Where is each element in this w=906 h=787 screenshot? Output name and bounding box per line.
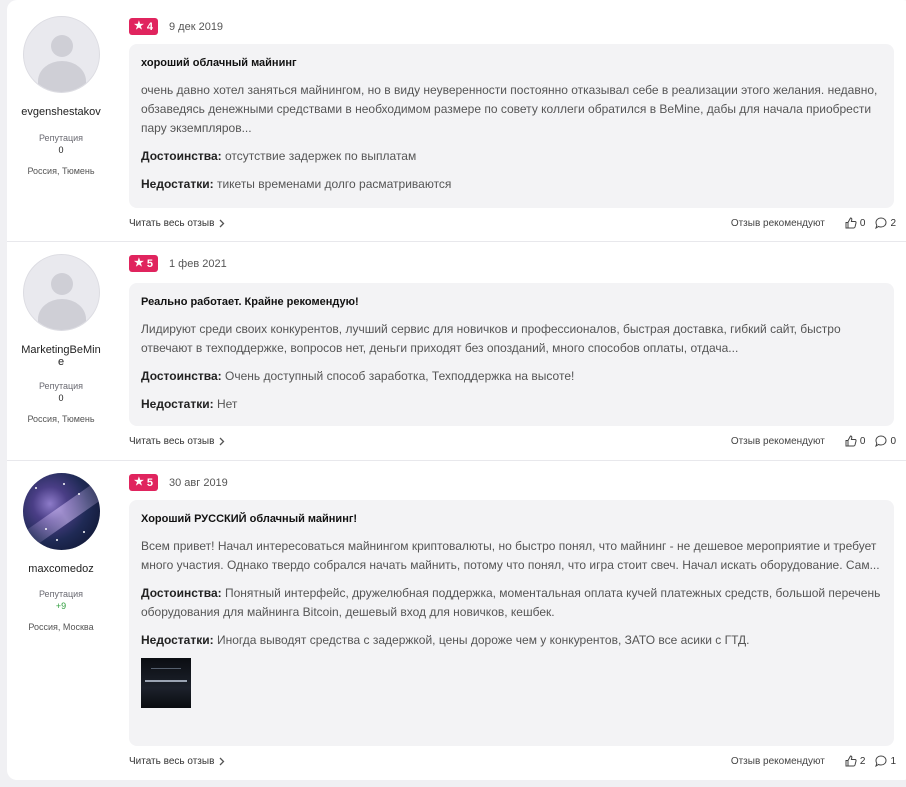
- review-text: Лидируют среди своих конкурентов, лучший сервис для новичков и профессионалов, быстрая доставка, гибкий сайт, быстро отвечают в техподдержке, вопросов нет, деньги приходят без опозданий, много способов оплаты, отдача...: [141, 322, 841, 355]
- pros-label: Достоинства:: [141, 149, 222, 163]
- review-date: 1 фев 2021: [169, 257, 227, 270]
- review-date: 9 дек 2019: [169, 20, 224, 33]
- reputation-value: 0: [58, 145, 64, 155]
- reputation-label: Репутация: [38, 133, 84, 143]
- review-text: очень давно хотел заняться майнингом, но в виду неуверенности постоянно отказывал себе в реализации этого желания. недавно, обзаведясь денежными средствами в необходимом размере по совету коллеги обратился в BeMine, дабы для начала приобрести пару экземпляров...: [141, 83, 878, 135]
- review-title: Реально работает. Крайне рекомендую!: [141, 296, 359, 308]
- recommend-label: Отзыв рекомендуют: [730, 435, 825, 447]
- rating-badge: [129, 255, 158, 272]
- author-location: Россия, Тюмень: [27, 414, 95, 424]
- review-author: [7, 254, 115, 424]
- like-count: 2: [859, 755, 866, 767]
- reputation-label: Репутация: [38, 589, 84, 599]
- comment-button[interactable]: [875, 755, 896, 767]
- review-cons: [141, 631, 882, 650]
- comment-count: 1: [890, 755, 896, 767]
- read-more-link[interactable]: [129, 218, 225, 229]
- thumbs-up-icon: [845, 217, 857, 229]
- review-author: [7, 473, 115, 632]
- review-footer: [129, 753, 896, 769]
- star-icon: ★: [134, 257, 144, 269]
- review-header: [129, 474, 228, 491]
- like-button[interactable]: [845, 217, 866, 229]
- rating-value: 4: [146, 20, 153, 33]
- comment-button[interactable]: [875, 435, 896, 447]
- thumbs-up-icon: [845, 755, 857, 767]
- pros-label: Достоинства:: [141, 369, 222, 383]
- read-more-link[interactable]: [129, 756, 225, 767]
- attached-image-thumbnail[interactable]: [141, 658, 191, 708]
- rating-value: 5: [146, 476, 153, 489]
- recommend-label: Отзыв рекомендуют: [730, 217, 825, 229]
- cons-label: Недостатки:: [141, 633, 214, 647]
- chevron-right-icon: [219, 219, 225, 228]
- author-location: Россия, Москва: [28, 622, 94, 632]
- recommend-label: Отзыв рекомендуют: [730, 755, 825, 767]
- cons-text: тикеты временами долго расматриваются: [216, 177, 452, 191]
- review-text: Всем привет! Начал интересоваться майнингом криптовалюты, но быстро понял, что майнинг - не дешевое мероприятие и требует много участия. Однако твердо собрался начать майнить, потому что понял, что игра стоит свеч. Начал искать оборудование. Сам...: [141, 539, 880, 572]
- review-card: [129, 44, 894, 208]
- pros-text: отсутствие задержек по выплатам: [225, 149, 417, 163]
- reviews-feed: [7, 0, 906, 780]
- cons-text: Иногда выводят средства с задержкой, цены дороже чем у конкурентов, ЗАТО все асики с ГТД.: [216, 633, 750, 647]
- like-count: 0: [859, 217, 866, 229]
- read-more-label: Читать весь отзыв: [129, 435, 215, 447]
- review-item: [7, 457, 906, 780]
- comment-icon: [875, 435, 887, 447]
- comment-icon: [875, 755, 887, 767]
- cons-label: Недостатки:: [141, 397, 214, 411]
- review-cons: [141, 175, 882, 194]
- review-pros: [141, 147, 882, 166]
- review-cons: [141, 395, 882, 414]
- username[interactable]: evgenshestakov: [21, 106, 101, 118]
- star-icon: ★: [134, 476, 144, 488]
- review-footer: [129, 433, 896, 449]
- review-pros: [141, 584, 882, 622]
- chevron-right-icon: [219, 757, 225, 766]
- thumbs-up-icon: [845, 435, 857, 447]
- review-date: 30 авг 2019: [169, 476, 228, 489]
- review-author: [7, 16, 115, 176]
- reputation-label: Репутация: [38, 381, 84, 391]
- comment-count: 0: [890, 435, 896, 447]
- chevron-right-icon: [219, 437, 225, 446]
- avatar[interactable]: [23, 473, 100, 550]
- cons-label: Недостатки:: [141, 177, 214, 191]
- read-more-label: Читать весь отзыв: [129, 755, 215, 767]
- review-header: [129, 255, 227, 272]
- review-card: [129, 500, 894, 746]
- review-item: [7, 0, 906, 240]
- like-button[interactable]: [845, 435, 866, 447]
- review-card: [129, 283, 894, 426]
- review-header: [129, 18, 223, 35]
- comment-button[interactable]: [875, 217, 896, 229]
- star-icon: ★: [134, 20, 144, 32]
- rating-badge: [129, 18, 158, 35]
- cons-text: Нет: [216, 397, 238, 411]
- like-button[interactable]: [845, 755, 866, 767]
- username[interactable]: MarketingBeMine: [21, 344, 101, 368]
- review-title: хороший облачный майнинг: [141, 57, 297, 69]
- review-title: Хороший РУССКИЙ облачный майнинг!: [141, 513, 358, 525]
- review-item: [7, 238, 906, 460]
- avatar[interactable]: [23, 16, 100, 93]
- username[interactable]: maxcomedoz: [28, 563, 94, 575]
- rating-value: 5: [146, 257, 153, 270]
- read-more-label: Читать весь отзыв: [129, 217, 215, 229]
- reputation-value: +9: [55, 601, 67, 611]
- pros-label: Достоинства:: [141, 586, 222, 600]
- review-pros: [141, 367, 882, 386]
- avatar[interactable]: [23, 254, 100, 331]
- comment-count: 2: [890, 217, 896, 229]
- read-more-link[interactable]: [129, 436, 225, 447]
- pros-text: Очень доступный способ заработка, Техподдержка на высоте!: [225, 369, 575, 383]
- rating-badge: [129, 474, 158, 491]
- pros-text: Понятный интерфейс, дружелюбная поддержка, моментальная оплата кучей платежных средств, большой перечень оборудования для майнинга Bitcoin, дешевый вход для новичков, кешбек.: [141, 586, 881, 619]
- comment-icon: [875, 217, 887, 229]
- reputation-value: 0: [58, 393, 64, 403]
- author-location: Россия, Тюмень: [27, 166, 95, 176]
- like-count: 0: [859, 435, 866, 447]
- review-footer: [129, 215, 896, 231]
